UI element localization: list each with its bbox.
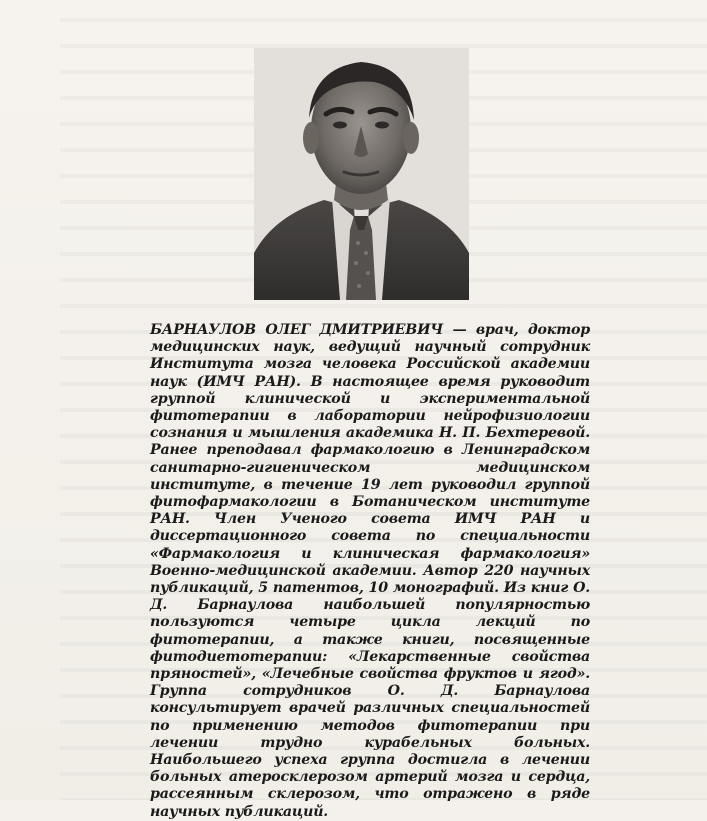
biography-paragraph xyxy=(150,322,590,821)
biography-text: — врач, доктор медицинских наук, ведущий научный сотрудник Института мозга человека Российской академии наук (ИМЧ РАН). В настоящее время руководит группой клинической и экспериментальной фитотерапии в лаборатории нейрофизиологии сознания и мышления академика Н. П. Бехтеревой. Ранее преподавал фармакологию в Ленинградском санитарно-гигиеническом медицинском институте, в течение 19 лет руководил группой фитофармакологии в Ботаническом институте РАН. Член Ученого совета ИМЧ РАН и диссертационного совета по специальности «Фармакология и клиническая фармакология» Военно-медицинской академии. Автор 220 научных публикаций, 5 патентов, 10 монографий. Из книг О. Д. Барнаулова наибольшей популярностью пользуются четыре цикла лекций по фитотерапии, а также книги, посвященные фитодиетотерапии: «Лекарственные свойства пряностей», «Лечебные свойства фруктов и ягод». Группа сотрудников О. Д. Барнаулова консультирует врачей различных специальностей по применению методов фитотерапии при лечении трудно курабельных больных. Наибольшего успеха группа достигла в лечении больных атеросклерозом артерий мозга и сердца, рассеянным склерозом, что отражено в ряде научных публикаций. xyxy=(150,322,590,820)
portrait-image xyxy=(254,48,469,300)
author-name: БАРНАУЛОВ ОЛЕГ ДМИТРИЕВИЧ xyxy=(150,322,444,338)
portrait-photo xyxy=(254,48,469,300)
